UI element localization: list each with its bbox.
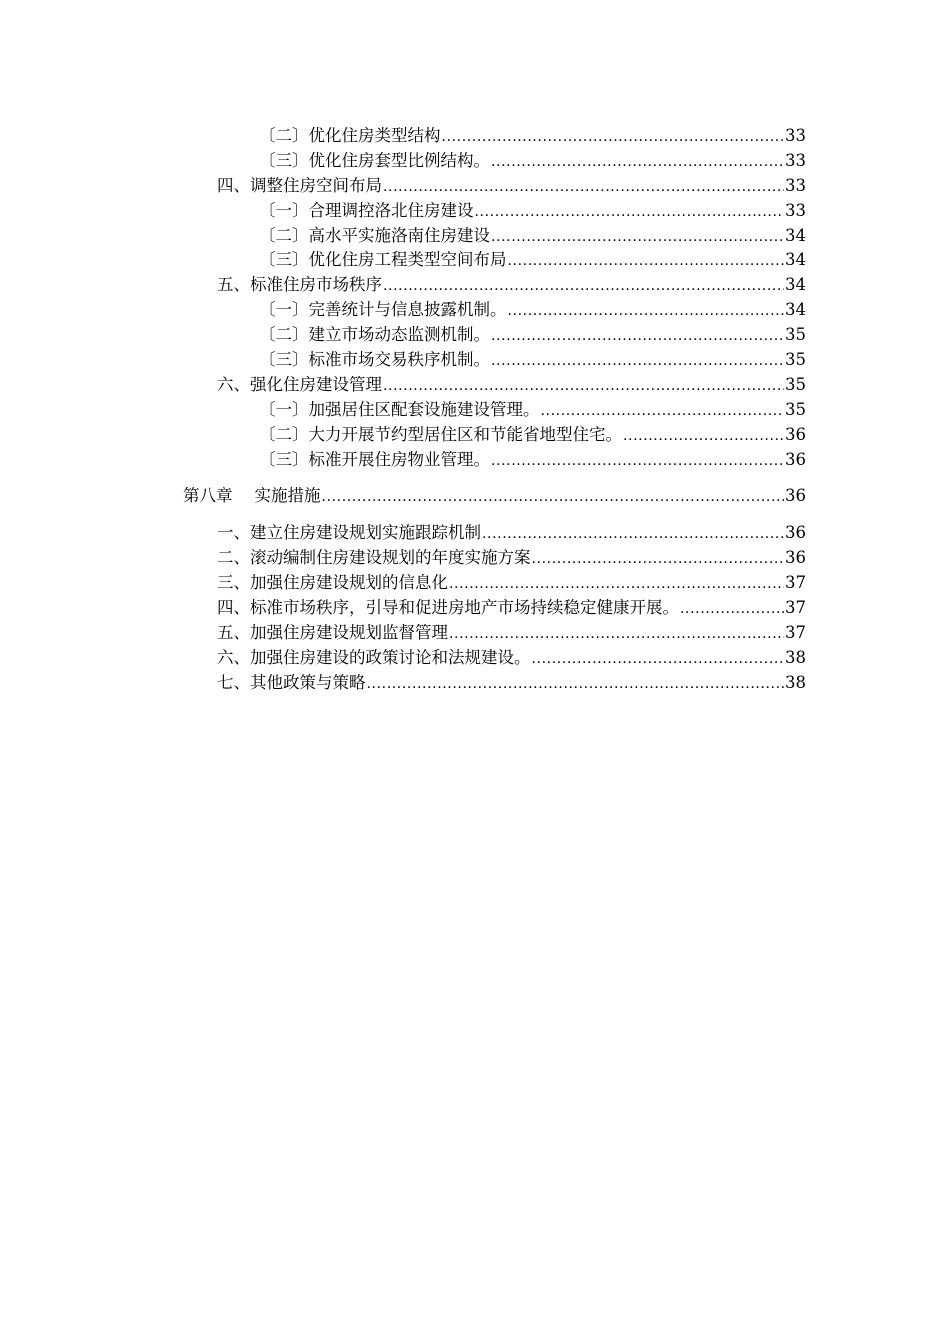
toc-entry-title: 标准市场交易秩序机制。 (308, 350, 490, 370)
toc-entry[interactable] (183, 448, 806, 473)
toc-entry[interactable] (183, 124, 806, 149)
toc-entry-page: 35 (785, 399, 806, 419)
toc-entry-page: 33 (785, 150, 806, 170)
toc-entry-page: 34 (785, 275, 806, 295)
dot-leader (491, 150, 784, 175)
toc-entry[interactable] (183, 373, 806, 398)
toc-entry-page: 38 (785, 672, 806, 692)
table-of-contents (183, 124, 806, 696)
dot-leader (449, 622, 784, 647)
toc-entry-title: 加强居住区配套设施建设管理。 (308, 399, 540, 419)
toc-entry-title: 优化住房类型结构 (308, 126, 441, 145)
toc-entry[interactable] (183, 398, 806, 423)
dot-leader (508, 299, 785, 324)
toc-entry[interactable] (183, 571, 806, 596)
toc-entry-number: 五、 (217, 622, 250, 642)
dot-leader (491, 349, 784, 374)
toc-entry-page: 34 (785, 225, 806, 245)
toc-entry[interactable] (183, 149, 806, 174)
toc-entry[interactable] (183, 224, 806, 249)
dot-leader (532, 647, 785, 672)
toc-entry-page: 33 (785, 175, 806, 195)
chapter-number: 第八章 (183, 486, 233, 506)
toc-entry-page: 34 (785, 300, 806, 320)
toc-entry-title: 滚动编制住房建设规划的年度实施方案 (250, 548, 531, 568)
toc-entry-page: 35 (785, 350, 806, 370)
toc-entry[interactable] (183, 596, 806, 621)
dot-leader (383, 274, 784, 299)
toc-entry[interactable] (183, 199, 806, 224)
toc-entry-page: 34 (785, 250, 806, 270)
toc-entry-title: 强化住房建设管理 (250, 374, 382, 394)
toc-entry-title: 完善统计与信息披露机制。 (308, 300, 507, 320)
toc-entry-page: 36 (785, 449, 806, 469)
toc-entry-number: 七、 (217, 672, 250, 692)
toc-entry-page: 37 (785, 622, 806, 642)
toc-entry[interactable] (183, 298, 806, 323)
dot-leader (442, 125, 785, 150)
toc-entry-page: 35 (785, 374, 806, 394)
dot-leader (532, 547, 785, 572)
toc-entry-page: 36 (785, 424, 806, 444)
toc-entry[interactable] (183, 621, 806, 646)
dot-leader (680, 597, 784, 622)
toc-entry[interactable] (183, 646, 806, 671)
toc-entry-page: 37 (785, 598, 806, 618)
toc-entry-title: 调整住房空间布局 (250, 175, 382, 195)
toc-entry-number: 二、 (217, 548, 250, 568)
toc-entry-number: 〔三〕 (259, 150, 309, 170)
dot-leader (482, 522, 784, 547)
toc-entry-number: 〔三〕 (259, 350, 309, 370)
toc-entry-title: 加强住房建设规划监督管理 (250, 622, 448, 642)
toc-entry-number: 〔二〕 (259, 325, 309, 345)
dot-leader (449, 572, 784, 597)
toc-entry-title: 其他政策与策略 (250, 672, 366, 692)
dot-leader (541, 399, 785, 424)
toc-entry[interactable] (183, 521, 806, 546)
toc-entry[interactable] (183, 248, 806, 273)
dot-leader (491, 449, 784, 474)
toc-entry[interactable] (183, 546, 806, 571)
toc-entry-number: 六、 (217, 374, 250, 394)
toc-entry-number: 一、 (217, 523, 250, 543)
toc-entry-title: 标准开展住房物业管理。 (308, 449, 490, 469)
toc-entry-title: 建立住房建设规划实施跟踪机制 (250, 523, 481, 543)
toc-entry[interactable] (183, 174, 806, 199)
toc-entry-number: 三、 (217, 573, 250, 593)
toc-entry-title: 优化住房套型比例结构。 (308, 150, 490, 170)
toc-entry-title: 优化住房工程类型空间布局 (308, 250, 507, 270)
toc-entry[interactable] (183, 671, 806, 696)
toc-entry[interactable] (183, 323, 806, 348)
dot-leader (383, 374, 784, 399)
toc-chapter-entry[interactable] (183, 484, 806, 509)
dot-leader (367, 672, 785, 697)
chapter-page: 36 (785, 486, 806, 506)
toc-entry-number: 六、 (217, 647, 250, 667)
toc-entry-number: 〔一〕 (259, 399, 309, 419)
toc-entry-page: 37 (785, 573, 806, 593)
dot-leader (491, 225, 784, 250)
toc-entry[interactable] (183, 423, 806, 448)
toc-entry-page: 33 (785, 126, 806, 145)
toc-entry-page: 36 (785, 523, 806, 543)
toc-entry-number: 〔二〕 (259, 126, 309, 145)
toc-entry-title: 合理调控洛北住房建设 (308, 200, 474, 220)
toc-entry[interactable] (183, 273, 806, 298)
toc-entry-title: 高水平实施洛南住房建设 (308, 225, 490, 245)
toc-entry-page: 38 (785, 647, 806, 667)
toc-entry-page: 35 (785, 325, 806, 345)
toc-entry-number: 〔二〕 (259, 424, 309, 444)
toc-entry-title: 建立市场动态监测机制。 (308, 325, 490, 345)
chapter-title: 实施措施 (254, 486, 321, 506)
toc-entry-number: 四、 (217, 175, 250, 195)
dot-leader (508, 249, 785, 274)
toc-entry-title: 加强住房建设的政策讨论和法规建设。 (250, 647, 531, 667)
toc-entry-number: 〔三〕 (259, 449, 309, 469)
toc-entry-title: 大力开展节约型居住区和节能省地型住宅。 (308, 424, 622, 444)
toc-entry-page: 36 (785, 548, 806, 568)
dot-leader (322, 485, 785, 510)
dot-leader (383, 175, 784, 200)
dot-leader (475, 200, 785, 225)
toc-entry-number: 五、 (217, 275, 250, 295)
toc-entry-page: 33 (785, 200, 806, 220)
toc-entry-number: 〔一〕 (259, 200, 309, 220)
dot-leader (491, 324, 784, 349)
dot-leader (623, 424, 784, 449)
toc-entry[interactable] (183, 348, 806, 373)
toc-entry-title: 标准住房市场秩序 (250, 275, 382, 295)
toc-entry-number: 〔二〕 (259, 225, 309, 245)
toc-entry-title: 标准市场秩序，引导和促进房地产市场持续稳定健康开展。 (250, 598, 679, 618)
toc-entry-number: 〔三〕 (259, 250, 309, 270)
toc-entry-number: 四、 (217, 598, 250, 618)
toc-entry-number: 〔一〕 (259, 300, 309, 320)
toc-entry-title: 加强住房建设规划的信息化 (250, 573, 448, 593)
